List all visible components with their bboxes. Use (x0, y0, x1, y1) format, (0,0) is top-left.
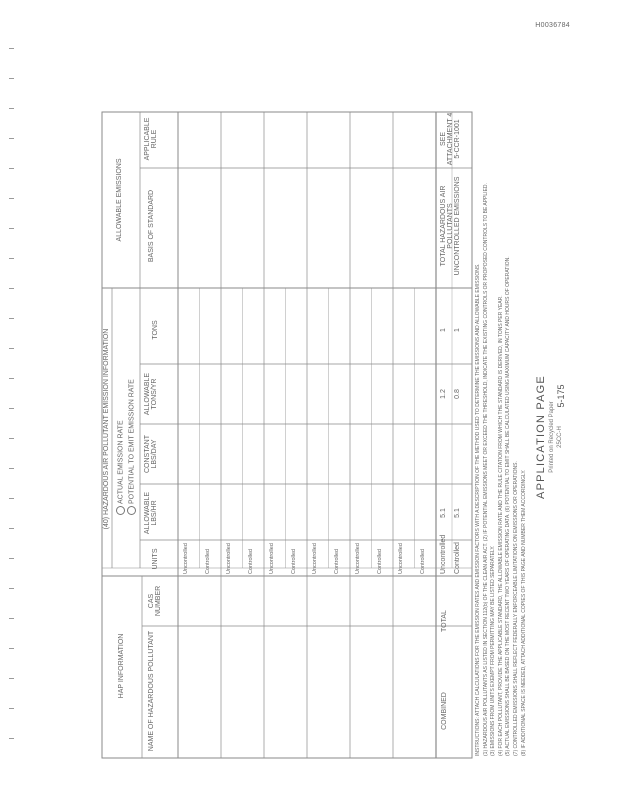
totals-left-value: TOTAL (441, 610, 448, 632)
binder-mark (9, 108, 14, 109)
binder-mark (9, 48, 14, 49)
cas-number-header: CAS NUMBER (148, 585, 163, 617)
row-unit-label: Controlled (419, 548, 426, 574)
binder-mark (9, 648, 14, 649)
totals-uncontrolled-tpy: 1.2 (440, 389, 447, 399)
binder-mark (9, 738, 14, 739)
binder-mark (9, 678, 14, 679)
binder-mark (9, 708, 14, 709)
allowable-emissions-title: ALLOWABLE EMISSIONS (116, 158, 123, 242)
note-line: (3) EMISSIONS FROM UNITS EXEMPT FROM PERMITTING MAY BE LISTED SEPARATELY. (490, 545, 497, 756)
lbs-day-header: CONSTANT LBS/DAY (144, 435, 159, 473)
binder-mark (9, 78, 14, 79)
actual-emission-option[interactable] (116, 295, 125, 515)
actual-emission-label: ACTUAL EMISSION RATE (117, 420, 125, 504)
row-unit-label: Uncontrolled (183, 543, 189, 574)
binder-mark (9, 408, 14, 409)
note-line: (4) FOR EACH POLLUTANT, PROVIDE THE APPLICABLE STANDARD, THE ALLOWABLE EMISSION RATE AND THE RULE CITATION FROM WHICH THE STANDARD IS DERIVED, IN TONS PER YEAR. (497, 295, 504, 756)
totals-uncontrolled-ton: 1 (440, 328, 447, 332)
actual-emission-radio[interactable] (116, 506, 125, 515)
rotated-form-page (100, 110, 527, 760)
pollutant-name-header: NAME OF HAZARDOUS POLLUTANT (148, 630, 155, 752)
page-number: 5-175 (556, 384, 566, 408)
binder-mark (9, 528, 14, 529)
hazardous-air-pollutant-form (100, 110, 527, 760)
note-line: (5) ACTUAL EMISSIONS SHALL BE BASED ON THE MOST RECENT TWO YEARS OF OPERATING DATA. (6) POTENTIAL TO EMIT SHALL BE CALCULATED USING MAXIMUM CAPACITY AND HOURS OF OPERATION. (505, 256, 512, 756)
emission-information-title: (40) HAZARDOUS AIR POLLUTANT EMISSION INFORMATION (103, 328, 110, 530)
row-unit-label: Uncontrolled (355, 543, 361, 574)
note-line: (1) HAZARDOUS AIR POLLUTANTS AS LISTED IN SECTION 112(b) OF THE CLEAN AIR ACT. (2) IF POTENTIAL EMISSIONS MEET OR EXCEED THE THRESHOLD, INDICATE THE EXISTING CONTROLS OR PROPOSED CONTROLS TO BE APPLIED. (482, 183, 489, 756)
row-unit-label: Controlled (333, 548, 340, 574)
binder-mark (9, 168, 14, 169)
note-line: INSTRUCTIONS: ATTACH CALCULATIONS FOR THE EMISSION RATES AND EMISSION FACTORS WITH A DESCRIPTION OF THE METHOD USED TO DETERMINE THE EMISSIONS AND ALLOWABLE EMISSIONS. (475, 263, 481, 756)
row-unit-label: Uncontrolled (398, 543, 404, 574)
hap-information-title: HAP INFORMATION (118, 633, 125, 699)
potential-emission-radio[interactable] (127, 506, 136, 515)
binder-mark (9, 378, 14, 379)
footer-title: APPLICATION PAGE (535, 375, 547, 499)
units-header: UNITS (152, 548, 159, 570)
footer-code: 25CC-H (557, 426, 563, 448)
note-line: (7) CONTROLLED EMISSIONS SHALL REFLECT FEDERALLY ENFORCEABLE LIMITATIONS ON EMISSIONS OR OPERATIONS. (512, 461, 519, 756)
row-unit-label: Controlled (376, 548, 383, 574)
binder-mark (9, 138, 14, 139)
row-unit-label: Controlled (247, 548, 254, 574)
binder-mark (9, 498, 14, 499)
application-page-footer (535, 375, 563, 499)
binder-mark (9, 288, 14, 289)
row-unit-label: Controlled (204, 548, 211, 574)
note-line: (8) IF ADDITIONAL SPACE IS NEEDED, ATTACH ADDITIONAL COPIES OF THIS PAGE AND NUMBER THEM ACCORDINGLY. (520, 469, 527, 756)
binder-mark (9, 228, 14, 229)
totals-controlled-ton: 1 (454, 328, 461, 332)
applicable-rule-header: APPLICABLE RULE (144, 117, 159, 161)
footer-subtitle: Printed on Recycled Paper (549, 401, 555, 473)
totals-basis-line2: UNCONTROLLED EMISSIONS (454, 176, 461, 276)
row-unit-label: Uncontrolled (269, 543, 275, 574)
binder-mark (9, 318, 14, 319)
binder-mark (9, 258, 14, 259)
binder-mark (9, 348, 14, 349)
potential-emission-option[interactable] (127, 295, 136, 515)
form-instructions (475, 116, 528, 756)
row-unit-label: Uncontrolled (312, 543, 318, 574)
document-id: H0036784 (535, 22, 570, 29)
binder-mark (9, 468, 14, 469)
row-unit-label: Uncontrolled (226, 543, 232, 574)
totals-controlled-value: 5.1 (454, 508, 461, 518)
binder-mark (9, 558, 14, 559)
binder-mark (9, 198, 14, 199)
tons-yr-header: ALLOWABLE TONS/YR (144, 372, 159, 416)
totals-basis-line1: TOTAL HAZARDOUS AIR POLLUTANTS (440, 185, 455, 267)
totals-controlled-tpy: 0.8 (454, 389, 461, 399)
row-unit-label: Controlled (290, 548, 297, 574)
totals-controlled-label: Controlled (454, 542, 461, 574)
totals-rule-line2: 5-CCR-1001 (454, 119, 461, 159)
totals-left-label: COMBINED (441, 692, 448, 730)
totals-uncontrolled-value: 5.1 (440, 508, 447, 518)
potential-emission-label: POTENTIAL TO EMIT EMISSION RATE (128, 379, 136, 504)
binder-mark (9, 438, 14, 439)
totals-rule-line1: SEE ATTACHMENT 4 (440, 112, 455, 166)
totals-uncontrolled-label: Uncontrolled (440, 534, 447, 574)
binder-mark (9, 618, 14, 619)
lbs-hr-header: ALLOWABLE LBS/HR (144, 491, 159, 535)
tons-header: TONS (152, 320, 159, 340)
basis-of-standard-header: BASIS OF STANDARD (148, 189, 155, 263)
binder-mark (9, 588, 14, 589)
